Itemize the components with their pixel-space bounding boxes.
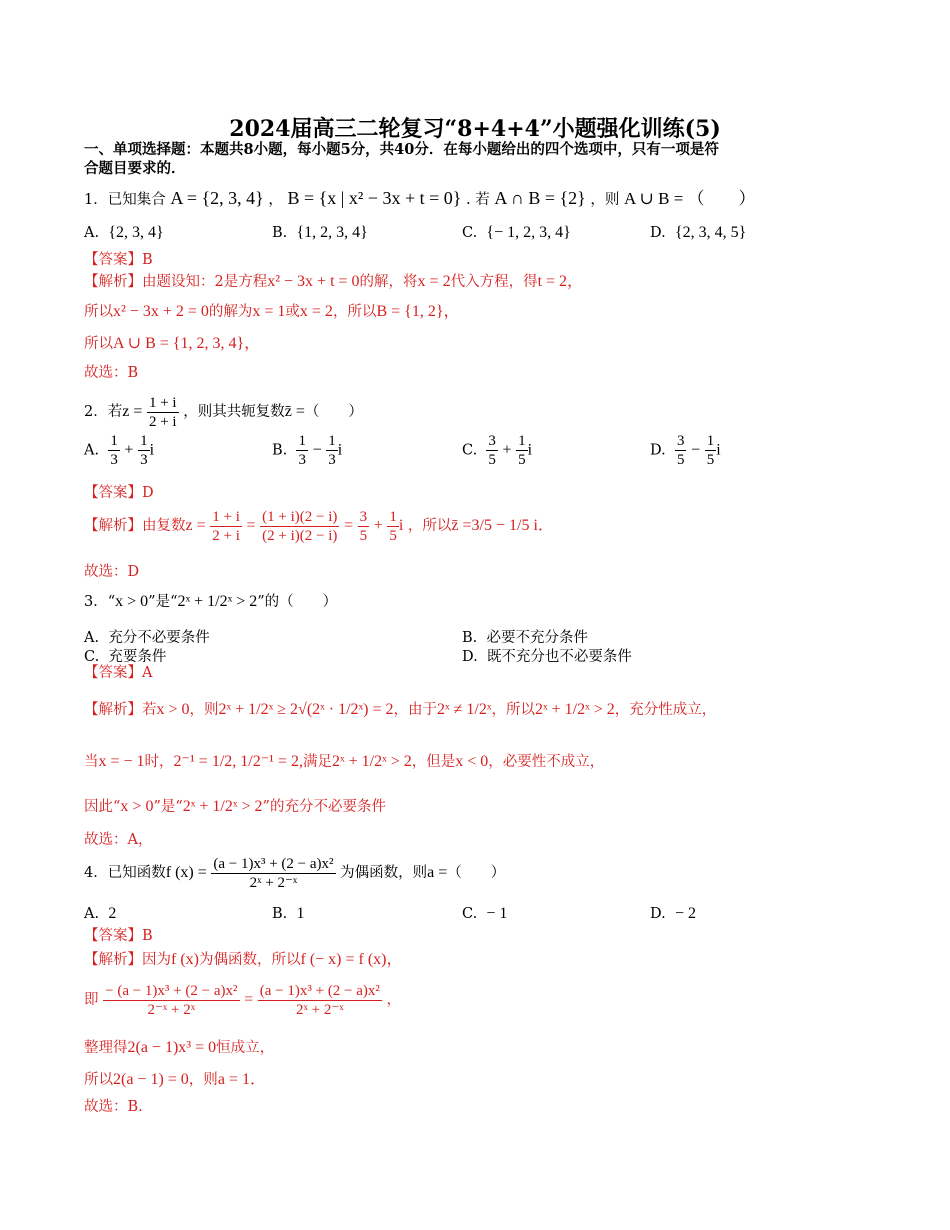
q2-answer: 【答案】D	[84, 485, 154, 501]
q1-option-b: B. {1, 2, 3, 4}	[272, 224, 368, 241]
q1-analysis-line-3: 所以A ∪ B = {1, 2, 3, 4}，	[84, 335, 261, 352]
q4-option-d: D. − 2	[650, 905, 696, 922]
q1-choose: 故选：B	[84, 365, 139, 381]
q2-option-a: A. $\frac{1}{3}$ + $\frac{1}{3}$ i	[84, 433, 155, 468]
q1-option-d: D. {2, 3, 4, 5}	[650, 224, 747, 241]
q2-analysis: 【解析】由复数z = $\frac{1 + i}{2 + i}$ = $\frac{(1 + i)(2 - i)}{(2 + i)(2 - i)}$ = $\frac{3}{5}$ + $\frac{1}{5}$ i ，所以z̄ =3/5 − 1/5 i．	[84, 508, 554, 544]
section-header-line-1: 一、单项选择题：本题共8小题，每小题5分，共40分．在每小题给出的四个选项中，只有一项是符	[84, 141, 719, 158]
q2-option-b: B. $\frac{1}{3}$ − $\frac{1}{3}$ i	[272, 433, 343, 468]
q3-option-d: D. 既不充分也不必要条件	[462, 649, 632, 665]
q4-option-c: C. − 1	[462, 905, 508, 922]
q3-analysis-line-3: 因此“x > 0”是“2ˣ + 1/2ˣ > 2”的充分不必要条件	[84, 798, 386, 815]
q1-analysis-line-1: 【解析】由题设知：2是方程x² − 3x + t = 0的解，将x = 2代入方程，得t = 2，	[84, 273, 584, 290]
q3-analysis-line-2: 当x = − 1时，2⁻¹ = 1/2, 1/2⁻¹ = 2,满足2ˣ + 1/2ˣ > 2，但是x < 0，必要性不成立，	[84, 753, 605, 770]
q2-option-d: D. $\frac{3}{5}$ − $\frac{1}{5}$ i	[650, 433, 721, 468]
q4-analysis-line-2: 即 $\frac{\text{− (a − 1)x³ + (2 − a)x²}}{\text{2⁻ˣ + 2ˣ}}$ = $\frac{\text{(a − 1)x³ + (2 − a)x²}}{\text{2ˣ + 2⁻ˣ}}$ ，	[84, 982, 402, 1018]
q1-stem: 1．已知集合 A = {2, 3, 4} ， B = {x | x² − 3x + t = 0} . 若 A ∩ B = {2} ，则 A ∪ B = （ ）	[84, 188, 756, 208]
q2-option-c: C. $\frac{3}{5}$ + $\frac{1}{5}$ i	[462, 433, 533, 468]
page-title: 2024届高三二轮复习“8+4+4”小题强化训练(5)	[229, 116, 721, 142]
q3-option-b: B. 必要不充分条件	[462, 630, 588, 646]
q2-choose: 故选：D	[84, 564, 140, 580]
q3-choose: 故选：A，	[84, 832, 153, 848]
q4-answer: 【答案】B	[84, 928, 153, 944]
q3-option-a: A. 充分不必要条件	[84, 630, 210, 646]
q3-option-c: C. 充要条件	[84, 649, 167, 665]
q2-stem: 2．若z = $\frac{1 + i}{2 + i}$ ，则其共轭复数z̄ =（ ）	[84, 394, 363, 430]
q1-set-b: B = {x | x² − 3x + t = 0}	[287, 188, 462, 208]
q1-condition: A ∩ B = {2}	[494, 188, 586, 208]
q4-analysis-line-4: 所以2(a − 1) = 0，则a = 1．	[84, 1071, 266, 1088]
q4-option-b: B. 1	[272, 905, 305, 922]
q1-ask: A ∪ B = （ ）	[624, 189, 756, 208]
q4-stem: 4．已知函数f (x) = $\frac{\text{(a − 1)x³ + (2 − a)x²}}{\text{2ˣ + 2⁻ˣ}}$ 为偶函数，则a =（ ）	[84, 855, 506, 891]
q3-stem: 3．“x > 0”是“2ˣ + 1/2ˣ > 2”的（ ）	[84, 593, 338, 610]
q1-stem-prefix: 1．已知集合	[84, 192, 166, 208]
q1-option-c: C. {− 1, 2, 3, 4}	[462, 224, 571, 241]
q2-fraction: $\frac{1 + i}{2 + i}$	[148, 394, 177, 430]
q1-analysis-line-2: 所以x² − 3x + 2 = 0的解为x = 1或x = 2，所以B = {1, 2}，	[84, 303, 460, 320]
section-header-line-2: 合题目要求的．	[84, 160, 186, 177]
q1-answer: 【答案】B	[84, 252, 153, 268]
q1-stem-if: . 若	[466, 192, 490, 208]
q1-set-a: A = {2, 3, 4}	[170, 188, 264, 208]
q4-option-a: A. 2	[84, 905, 117, 922]
q1-stem-then: ，则	[590, 192, 620, 208]
q4-choose: 故选：B.	[84, 1099, 143, 1115]
q3-answer: 【答案】A	[84, 665, 153, 681]
q4-analysis-line-1: 【解析】因为f (x)为偶函数，所以f (− x) = f (x)，	[84, 951, 403, 968]
q3-analysis-line-1: 【解析】若x > 0，则2ˣ + 1/2ˣ ≥ 2√(2ˣ · 1/2ˣ) = 2，由于2ˣ ≠ 1/2ˣ，所以2ˣ + 1/2ˣ > 2，充分性成立，	[84, 701, 717, 718]
q1-option-a: A. {2, 3, 4}	[84, 224, 164, 241]
q4-analysis-line-3: 整理得2(a − 1)x³ = 0恒成立，	[84, 1039, 275, 1056]
q4-fraction: $\frac{\text{(a − 1)x³ + (2 − a)x²}}{\text{2ˣ + 2⁻ˣ}}$	[213, 855, 334, 891]
